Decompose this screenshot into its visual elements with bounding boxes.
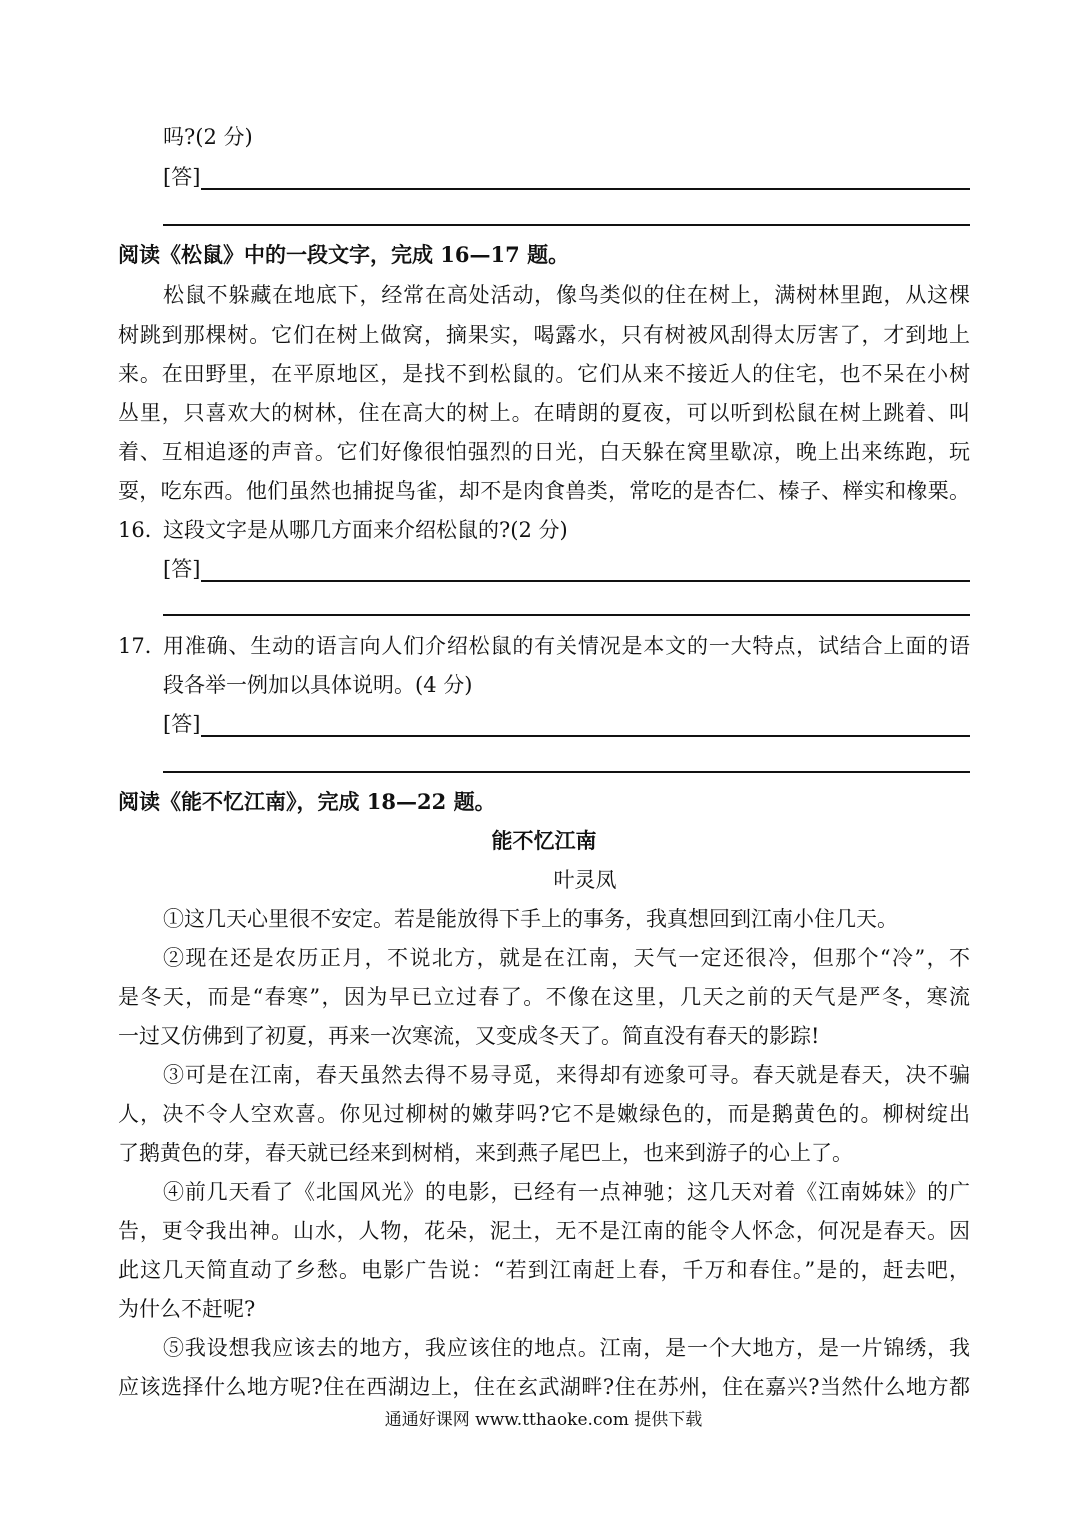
section-heading-squirrel: 阅读《松鼠》中的一段文字，完成 16—17 题。 (118, 242, 570, 267)
article-line: ①这几天心里很不安定。若是能放得下手上的事务，我真想回到江南小住几天。 (163, 907, 898, 931)
answer-row[interactable] (163, 162, 970, 192)
question-16-text: 这段文字是从哪几方面来介绍松鼠的?(2 分) (163, 518, 568, 542)
answer-row[interactable] (163, 709, 970, 739)
answer-blank-line[interactable] (201, 735, 970, 737)
passage-line: 松鼠不躲藏在地底下，经常在高处活动，像鸟类似的住在树上，满树林里跑，从这棵 (163, 283, 970, 307)
question-17-text: 段各举一例加以具体说明。(4 分) (163, 673, 473, 697)
article-line: 人，决不令人空欢喜。你见过柳树的嫩芽吗?它不是嫩绿色的，而是鹅黄色的。柳树绽出 (118, 1102, 970, 1126)
answer-label: [答] (163, 165, 201, 189)
article-line: 此这几天简直动了乡愁。电影广告说：“若到江南赶上春，千万和春住。”是的，赶去吧， (118, 1258, 970, 1282)
answer-blank-line[interactable] (201, 188, 970, 190)
passage-line: 着、互相追逐的声音。它们好像很怕强烈的日光，白天躲在窝里歇凉，晚上出来练跑，玩 (118, 440, 970, 464)
question-continuation: 吗?(2 分) (163, 125, 253, 149)
article-line: 告，更令我出神。山水，人物，花朵，泥土，无不是江南的能令人怀念，何况是春天。因 (118, 1219, 970, 1243)
article-line: 一过又仿佛到了初夏，再来一次寒流，又变成冬天了。简直没有春天的影踪! (118, 1024, 820, 1048)
question-17-text: 用准确、生动的语言向人们介绍松鼠的有关情况是本文的一大特点，试结合上面的语 (163, 634, 970, 658)
article-line: ④前几天看了《北国风光》的电影，已经有一点神驰；这几天对着《江南姊妹》的广 (163, 1180, 970, 1204)
answer-label: [答] (163, 557, 201, 581)
answer-blank-line[interactable] (163, 224, 970, 226)
article-line: 为什么不赶呢? (118, 1297, 256, 1321)
question-number-16: 16． (118, 518, 166, 542)
answer-blank-line[interactable] (163, 614, 970, 616)
article-line: ③可是在江南，春天虽然去得不易寻觅，来得却有迹象可寻。春天就是春天，决不骗 (163, 1063, 970, 1087)
article-line: 了鹅黄色的芽，春天就已经来到树梢，来到燕子尾巴上，也来到游子的心上了。 (118, 1141, 853, 1165)
answer-row[interactable] (163, 554, 970, 584)
section-heading-jiangnan: 阅读《能不忆江南》，完成 18—22 题。 (118, 789, 496, 814)
passage-line: 来。在田野里，在平原地区，是找不到松鼠的。它们从来不接近人的住宅，也不呆在小树 (118, 362, 970, 386)
answer-label: [答] (163, 712, 201, 736)
article-line: 应该选择什么地方呢?住在西湖边上，住在玄武湖畔?住在苏州，住在嘉兴?当然什么地方都 (118, 1375, 970, 1399)
passage-line: 树跳到那棵树。它们在树上做窝，摘果实，喝露水，只有树被风刮得太厉害了，才到地上 (118, 323, 970, 347)
answer-blank-line[interactable] (201, 580, 970, 582)
answer-blank-line[interactable] (163, 771, 970, 773)
passage-line: 耍，吃东西。他们虽然也捕捉鸟雀，却不是肉食兽类，常吃的是杏仁、榛子、榉实和橡栗。 (118, 479, 970, 503)
page-footer: 通通好课网 www.tthaoke.com 提供下载 (384, 1410, 703, 1430)
article-line: 是冬天，而是“春寒”，因为早已立过春了。不像在这里，几天之前的天气是严冬，寒流 (118, 985, 970, 1009)
article-line: ②现在还是农历正月，不说北方，就是在江南，天气一定还很冷，但那个“冷”，不 (163, 946, 970, 970)
article-title: 能不忆江南 (491, 828, 597, 853)
article-author: 叶灵凤 (553, 868, 617, 892)
question-number-17: 17． (118, 634, 166, 658)
passage-line: 丛里，只喜欢大的树林，住在高大的树上。在晴朗的夏夜，可以听到松鼠在树上跳着、叫 (118, 401, 970, 425)
article-line: ⑤我设想我应该去的地方，我应该住的地点。江南，是一个大地方，是一片锦绣，我 (163, 1336, 970, 1360)
